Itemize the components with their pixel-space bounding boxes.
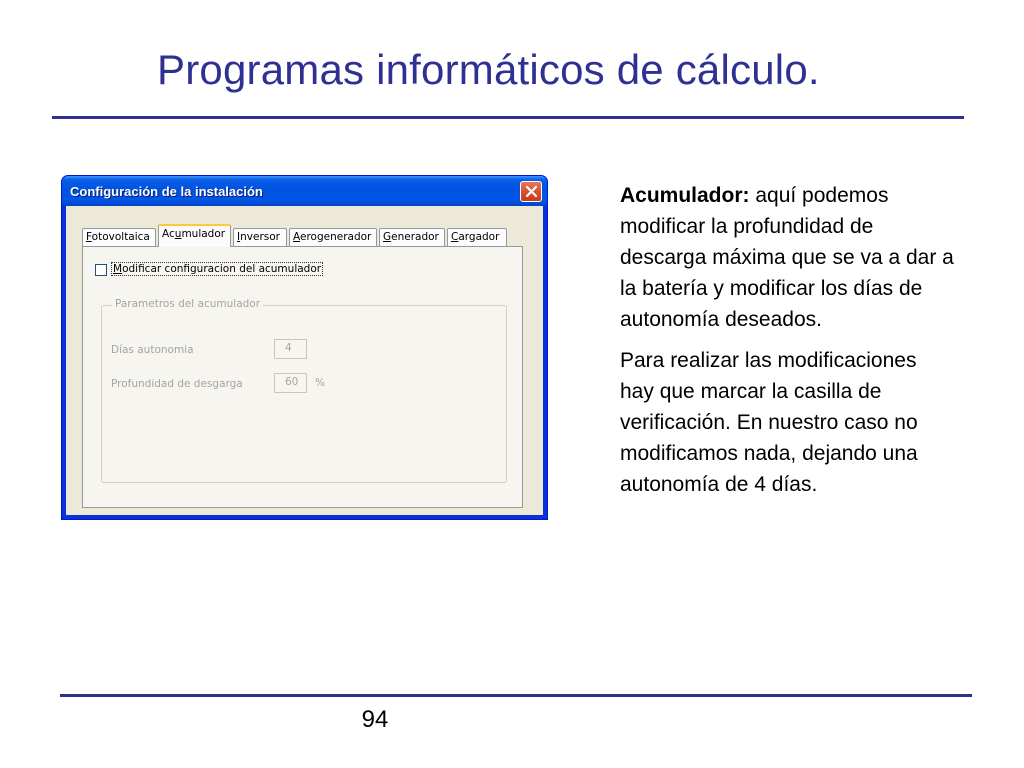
dialog-title: Configuración de la instalación	[70, 184, 263, 199]
tab-label: Acumulador	[162, 228, 226, 240]
modify-battery-checkbox[interactable]	[95, 264, 107, 276]
footer-divider	[60, 694, 972, 697]
description-paragraph-2: Para realizar las modificaciones hay que marcar la casilla de verificación. En nuestro caso no modificamos nada, dejando una autonomía de 4 días.	[620, 349, 918, 496]
tab-inversor[interactable]	[233, 228, 287, 246]
tab-cargador[interactable]	[447, 228, 507, 246]
description-text	[620, 180, 955, 510]
description-heading: Acumulador:	[620, 184, 750, 207]
tab-fotovoltaica[interactable]	[82, 228, 156, 246]
tab-label: Inversor	[237, 231, 280, 243]
tab-label: Fotovoltaica	[86, 231, 150, 243]
dialog-client-area	[66, 206, 543, 515]
dialog-titlebar[interactable]	[62, 176, 547, 206]
autonomy-days-label: Días autonomia	[111, 344, 194, 356]
configuration-dialog	[61, 175, 548, 520]
tab-label: Aerogenerador	[293, 231, 372, 243]
tab-label: Cargador	[451, 231, 500, 243]
tab-label: Generador	[383, 231, 439, 243]
tab-acumulador[interactable]	[158, 224, 231, 247]
modify-battery-checkbox-label[interactable]: Modificar configuracion del acumulador	[113, 263, 322, 275]
close-button[interactable]	[520, 181, 542, 202]
tab-panel-acumulador	[82, 246, 523, 508]
discharge-depth-label: Profundidad de desgarga	[111, 378, 243, 390]
discharge-depth-unit: %	[315, 377, 325, 389]
group-title: Parametros del acumulador	[112, 298, 263, 310]
title-divider	[52, 116, 964, 119]
description-paragraph-1	[620, 180, 955, 335]
close-x-icon	[525, 185, 538, 198]
description-body-1: aquí podemos modificar la profundidad de descarga máxima que se va a dar a la batería y modificar los días de autonomía deseados.	[620, 184, 954, 331]
page-number: 94	[361, 706, 389, 733]
slide-title: Programas informáticos de cálculo.	[157, 46, 820, 93]
tab-aerogenerador[interactable]	[289, 228, 377, 246]
tab-generador[interactable]	[379, 228, 445, 246]
battery-parameters-group	[101, 298, 507, 483]
discharge-depth-input[interactable]: 60	[274, 373, 307, 393]
autonomy-days-input[interactable]: 4	[274, 339, 307, 359]
